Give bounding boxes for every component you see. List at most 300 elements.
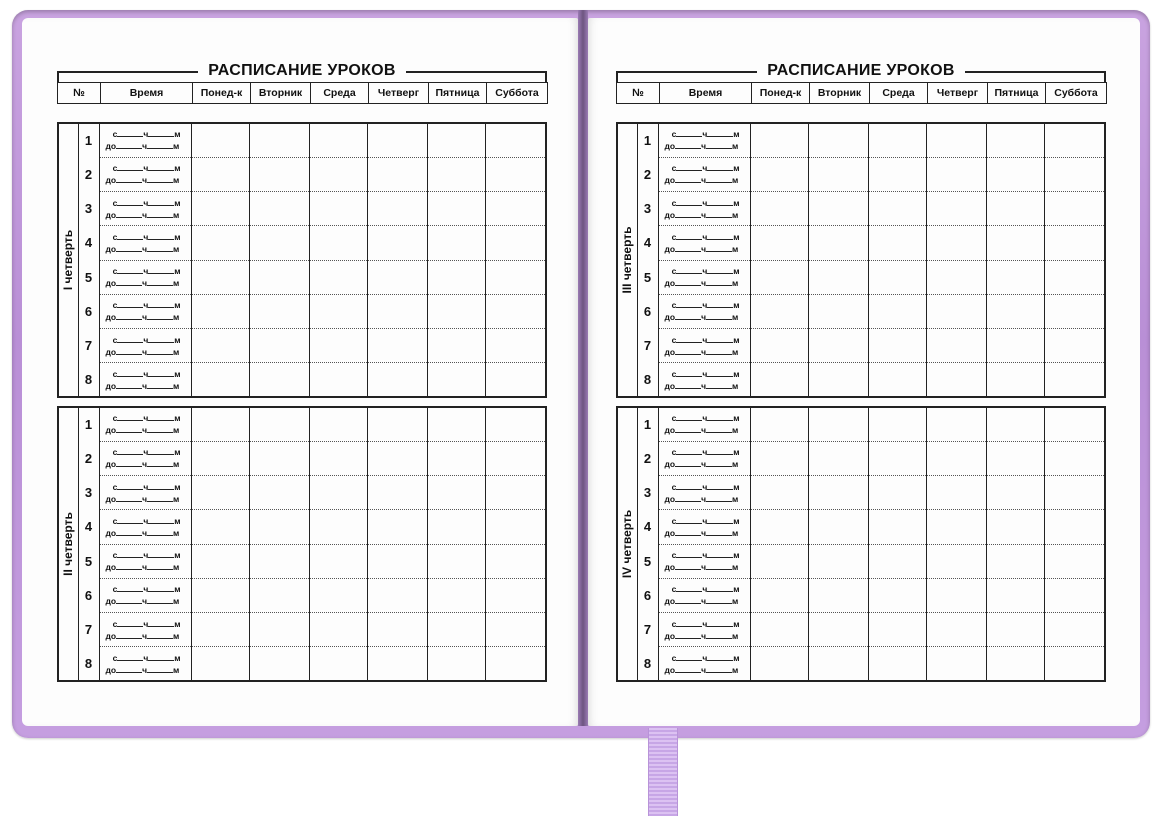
lesson-day-cell[interactable]: [1044, 510, 1105, 544]
schedule-header: [57, 82, 548, 104]
lesson-day-cell[interactable]: [808, 260, 868, 294]
lesson-time-field[interactable]: с ч м до ч м: [99, 157, 191, 191]
lesson-day-cell[interactable]: [427, 294, 485, 328]
term-label-cell: [58, 407, 78, 681]
lesson-time-field[interactable]: с ч м до ч м: [99, 123, 191, 157]
lesson-day-cell[interactable]: [750, 192, 808, 226]
column-header: №: [617, 83, 660, 104]
lesson-day-cell[interactable]: [367, 510, 427, 544]
lesson-number: 8: [637, 647, 658, 681]
column-header: Понед-к: [752, 83, 810, 104]
lesson-day-cell[interactable]: [309, 363, 367, 397]
lesson-day-cell[interactable]: [986, 510, 1044, 544]
lesson-number: 6: [637, 578, 658, 612]
lesson-day-cell[interactable]: [367, 226, 427, 260]
lesson-day-cell[interactable]: [986, 363, 1044, 397]
lesson-row: [617, 123, 1105, 157]
lesson-day-cell[interactable]: [808, 407, 868, 441]
lesson-time-field[interactable]: с ч м до ч м: [99, 329, 191, 363]
lesson-time-field[interactable]: с ч м до ч м: [658, 544, 750, 578]
lesson-number: 4: [78, 510, 99, 544]
lesson-day-cell[interactable]: [309, 260, 367, 294]
term-grid: [57, 406, 547, 682]
lesson-day-cell[interactable]: [191, 510, 249, 544]
lesson-day-cell[interactable]: [926, 260, 986, 294]
lesson-day-cell[interactable]: [926, 510, 986, 544]
lesson-day-cell[interactable]: [750, 613, 808, 647]
lesson-row: [617, 157, 1105, 191]
lesson-day-cell[interactable]: [485, 613, 546, 647]
column-header: Время: [660, 83, 752, 104]
lesson-time-field[interactable]: с ч м до ч м: [658, 329, 750, 363]
lesson-day-cell[interactable]: [367, 613, 427, 647]
lesson-day-cell[interactable]: [986, 226, 1044, 260]
lesson-time-field[interactable]: с ч м до ч м: [99, 510, 191, 544]
lesson-day-cell[interactable]: [750, 329, 808, 363]
lesson-number: 1: [637, 407, 658, 441]
lesson-day-cell[interactable]: [249, 363, 309, 397]
lesson-day-cell[interactable]: [808, 123, 868, 157]
lesson-day-cell[interactable]: [1044, 544, 1105, 578]
lesson-row: [617, 407, 1105, 441]
lesson-number: 6: [78, 578, 99, 612]
lesson-day-cell[interactable]: [868, 260, 926, 294]
lesson-day-cell[interactable]: [986, 613, 1044, 647]
column-header: Понед-к: [193, 83, 251, 104]
lesson-day-cell[interactable]: [249, 123, 309, 157]
lesson-row: [58, 510, 546, 544]
lesson-day-cell[interactable]: [191, 407, 249, 441]
schedule-header: [616, 82, 1107, 104]
lesson-time-field[interactable]: с ч м до ч м: [658, 226, 750, 260]
column-header: Суббота: [1046, 83, 1107, 104]
lesson-row: [617, 578, 1105, 612]
lesson-day-cell[interactable]: [750, 123, 808, 157]
lesson-day-cell[interactable]: [808, 226, 868, 260]
lesson-day-cell[interactable]: [249, 510, 309, 544]
lesson-row: [617, 510, 1105, 544]
column-header: Пятница: [429, 83, 487, 104]
lesson-day-cell[interactable]: [249, 544, 309, 578]
lesson-day-cell[interactable]: [367, 192, 427, 226]
lesson-day-cell[interactable]: [309, 192, 367, 226]
lesson-day-cell[interactable]: [367, 407, 427, 441]
lesson-time-field[interactable]: с ч м до ч м: [658, 613, 750, 647]
lesson-day-cell[interactable]: [986, 544, 1044, 578]
lesson-day-cell[interactable]: [427, 329, 485, 363]
lesson-day-cell[interactable]: [750, 441, 808, 475]
lesson-day-cell[interactable]: [367, 294, 427, 328]
lesson-number: 4: [637, 226, 658, 260]
lesson-day-cell[interactable]: [367, 260, 427, 294]
lesson-day-cell[interactable]: [367, 157, 427, 191]
lesson-time-field[interactable]: с ч м до ч м: [99, 226, 191, 260]
lesson-day-cell[interactable]: [191, 578, 249, 612]
lesson-time-field[interactable]: с ч м до ч м: [99, 441, 191, 475]
lesson-number: 5: [78, 544, 99, 578]
lesson-number: 7: [78, 329, 99, 363]
lesson-row: [58, 647, 546, 681]
lesson-day-cell[interactable]: [367, 329, 427, 363]
lesson-day-cell[interactable]: [926, 613, 986, 647]
lesson-row: [58, 407, 546, 441]
lesson-day-cell[interactable]: [309, 613, 367, 647]
lesson-day-cell[interactable]: [309, 510, 367, 544]
lesson-day-cell[interactable]: [249, 407, 309, 441]
lesson-day-cell[interactable]: [249, 476, 309, 510]
lesson-day-cell[interactable]: [367, 544, 427, 578]
lesson-day-cell[interactable]: [367, 476, 427, 510]
lesson-day-cell[interactable]: [868, 157, 926, 191]
lesson-day-cell[interactable]: [750, 363, 808, 397]
lesson-day-cell[interactable]: [191, 476, 249, 510]
lesson-day-cell[interactable]: [926, 476, 986, 510]
lesson-day-cell[interactable]: [926, 294, 986, 328]
lesson-day-cell[interactable]: [808, 476, 868, 510]
lesson-day-cell[interactable]: [1044, 578, 1105, 612]
lesson-day-cell[interactable]: [191, 544, 249, 578]
lesson-day-cell[interactable]: [986, 294, 1044, 328]
lesson-day-cell[interactable]: [485, 294, 546, 328]
column-header: Вторник: [251, 83, 311, 104]
lesson-day-cell[interactable]: [427, 578, 485, 612]
lesson-number: 1: [78, 123, 99, 157]
column-header: №: [58, 83, 101, 104]
lesson-row: [617, 294, 1105, 328]
lesson-day-cell[interactable]: [750, 647, 808, 681]
lesson-day-cell[interactable]: [986, 192, 1044, 226]
lesson-number: 3: [78, 192, 99, 226]
lesson-day-cell[interactable]: [367, 578, 427, 612]
term-label: IV четверть: [620, 509, 635, 579]
lesson-time-field[interactable]: с ч м до ч м: [99, 476, 191, 510]
lesson-time-field[interactable]: с ч м до ч м: [99, 260, 191, 294]
lesson-day-cell[interactable]: [750, 578, 808, 612]
lesson-day-cell[interactable]: [485, 647, 546, 681]
lesson-day-cell[interactable]: [309, 329, 367, 363]
lesson-day-cell[interactable]: [191, 441, 249, 475]
lesson-day-cell[interactable]: [191, 613, 249, 647]
lesson-day-cell[interactable]: [249, 157, 309, 191]
lesson-day-cell[interactable]: [485, 226, 546, 260]
lesson-day-cell[interactable]: [808, 294, 868, 328]
lesson-day-cell[interactable]: [926, 123, 986, 157]
column-header: Среда: [311, 83, 369, 104]
lesson-day-cell[interactable]: [868, 226, 926, 260]
lesson-row: [58, 441, 546, 475]
lesson-day-cell[interactable]: [485, 407, 546, 441]
lesson-number: 6: [637, 294, 658, 328]
lesson-day-cell[interactable]: [750, 294, 808, 328]
lesson-time-field[interactable]: с ч м до ч м: [99, 407, 191, 441]
lesson-day-cell[interactable]: [868, 441, 926, 475]
lesson-row: [58, 363, 546, 397]
lesson-time-field[interactable]: с ч м до ч м: [658, 578, 750, 612]
lesson-day-cell[interactable]: [367, 123, 427, 157]
lesson-day-cell[interactable]: [808, 363, 868, 397]
lesson-day-cell[interactable]: [309, 476, 367, 510]
lesson-row: [58, 294, 546, 328]
lesson-day-cell[interactable]: [485, 123, 546, 157]
lesson-day-cell[interactable]: [485, 329, 546, 363]
lesson-day-cell[interactable]: [309, 407, 367, 441]
lesson-day-cell[interactable]: [1044, 407, 1105, 441]
lesson-day-cell[interactable]: [309, 544, 367, 578]
lesson-day-cell[interactable]: [1044, 260, 1105, 294]
lesson-day-cell[interactable]: [868, 647, 926, 681]
lesson-time-field[interactable]: с ч м до ч м: [99, 294, 191, 328]
lesson-day-cell[interactable]: [485, 544, 546, 578]
lesson-row: [58, 157, 546, 191]
lesson-day-cell[interactable]: [1044, 226, 1105, 260]
column-header: Среда: [870, 83, 928, 104]
lesson-day-cell[interactable]: [191, 329, 249, 363]
lesson-day-cell[interactable]: [249, 192, 309, 226]
lesson-time-field[interactable]: с ч м до ч м: [99, 613, 191, 647]
lesson-number: 7: [637, 613, 658, 647]
lesson-row: [617, 544, 1105, 578]
lesson-number: 5: [637, 260, 658, 294]
lesson-number: 1: [637, 123, 658, 157]
lesson-day-cell[interactable]: [926, 157, 986, 191]
lesson-time-field[interactable]: с ч м до ч м: [658, 294, 750, 328]
lesson-day-cell[interactable]: [485, 260, 546, 294]
lesson-day-cell[interactable]: [191, 260, 249, 294]
lesson-day-cell[interactable]: [485, 476, 546, 510]
lesson-day-cell[interactable]: [868, 294, 926, 328]
term-label-cell: [58, 123, 78, 397]
lesson-time-field[interactable]: с ч м до ч м: [658, 123, 750, 157]
term-grid: [616, 406, 1106, 682]
lesson-day-cell[interactable]: [808, 647, 868, 681]
schedule-title: РАСПИСАНИЕ УРОКОВ: [757, 62, 965, 79]
lesson-day-cell[interactable]: [986, 407, 1044, 441]
lesson-day-cell[interactable]: [868, 613, 926, 647]
lesson-day-cell[interactable]: [868, 544, 926, 578]
lesson-time-field[interactable]: с ч м до ч м: [658, 510, 750, 544]
lesson-day-cell[interactable]: [868, 578, 926, 612]
lesson-day-cell[interactable]: [1044, 294, 1105, 328]
lesson-day-cell[interactable]: [926, 192, 986, 226]
lesson-row: [58, 329, 546, 363]
lesson-day-cell[interactable]: [427, 123, 485, 157]
lesson-day-cell[interactable]: [926, 441, 986, 475]
lesson-day-cell[interactable]: [986, 476, 1044, 510]
lesson-day-cell[interactable]: [191, 647, 249, 681]
lesson-day-cell[interactable]: [986, 157, 1044, 191]
lesson-day-cell[interactable]: [427, 407, 485, 441]
lesson-row: [617, 192, 1105, 226]
lesson-row: [617, 613, 1105, 647]
lesson-row: [617, 329, 1105, 363]
lesson-day-cell[interactable]: [427, 647, 485, 681]
lesson-day-cell[interactable]: [926, 647, 986, 681]
lesson-day-cell[interactable]: [750, 157, 808, 191]
lesson-time-field[interactable]: с ч м до ч м: [99, 647, 191, 681]
lesson-day-cell[interactable]: [808, 441, 868, 475]
lesson-day-cell[interactable]: [986, 329, 1044, 363]
lesson-day-cell[interactable]: [249, 613, 309, 647]
lesson-day-cell[interactable]: [485, 510, 546, 544]
lesson-day-cell[interactable]: [427, 363, 485, 397]
lesson-day-cell[interactable]: [485, 363, 546, 397]
lesson-day-cell[interactable]: [808, 613, 868, 647]
lesson-day-cell[interactable]: [191, 226, 249, 260]
lesson-day-cell[interactable]: [249, 329, 309, 363]
lesson-day-cell[interactable]: [750, 407, 808, 441]
lesson-day-cell[interactable]: [191, 192, 249, 226]
lesson-time-field[interactable]: с ч м до ч м: [658, 192, 750, 226]
lesson-day-cell[interactable]: [868, 476, 926, 510]
lesson-number: 8: [78, 363, 99, 397]
lesson-time-field[interactable]: с ч м до ч м: [99, 578, 191, 612]
lesson-day-cell[interactable]: [191, 123, 249, 157]
lesson-row: [617, 226, 1105, 260]
lesson-day-cell[interactable]: [309, 123, 367, 157]
lesson-day-cell[interactable]: [750, 226, 808, 260]
lesson-day-cell[interactable]: [427, 157, 485, 191]
lesson-row: [617, 476, 1105, 510]
lesson-day-cell[interactable]: [1044, 476, 1105, 510]
lesson-day-cell[interactable]: [750, 476, 808, 510]
lesson-day-cell[interactable]: [309, 226, 367, 260]
lesson-day-cell[interactable]: [868, 510, 926, 544]
lesson-day-cell[interactable]: [868, 123, 926, 157]
lesson-day-cell[interactable]: [309, 578, 367, 612]
lesson-row: [58, 260, 546, 294]
lesson-time-field[interactable]: с ч м до ч м: [99, 544, 191, 578]
bookmark-ribbon[interactable]: [648, 728, 678, 816]
column-header: Суббота: [487, 83, 548, 104]
lesson-day-cell[interactable]: [868, 192, 926, 226]
lesson-day-cell[interactable]: [808, 578, 868, 612]
lesson-day-cell[interactable]: [249, 647, 309, 681]
lesson-day-cell[interactable]: [1044, 613, 1105, 647]
lesson-day-cell[interactable]: [926, 578, 986, 612]
column-header: Время: [101, 83, 193, 104]
lesson-day-cell[interactable]: [427, 544, 485, 578]
lesson-day-cell[interactable]: [485, 578, 546, 612]
lesson-day-cell[interactable]: [926, 329, 986, 363]
lesson-day-cell[interactable]: [427, 510, 485, 544]
lesson-time-field[interactable]: с ч м до ч м: [658, 363, 750, 397]
lesson-row: [58, 613, 546, 647]
lesson-row: [617, 647, 1105, 681]
lesson-time-field[interactable]: с ч м до ч м: [658, 441, 750, 475]
lesson-day-cell[interactable]: [427, 613, 485, 647]
lesson-day-cell[interactable]: [249, 294, 309, 328]
lesson-time-field[interactable]: с ч м до ч м: [658, 260, 750, 294]
lesson-day-cell[interactable]: [367, 441, 427, 475]
lesson-day-cell[interactable]: [750, 510, 808, 544]
term-label: II четверть: [61, 512, 76, 576]
lesson-day-cell[interactable]: [1044, 363, 1105, 397]
lesson-day-cell[interactable]: [191, 294, 249, 328]
lesson-time-field[interactable]: с ч м до ч м: [99, 192, 191, 226]
lesson-day-cell[interactable]: [926, 226, 986, 260]
lesson-day-cell[interactable]: [808, 510, 868, 544]
lesson-day-cell[interactable]: [427, 476, 485, 510]
lesson-day-cell[interactable]: [1044, 441, 1105, 475]
column-header: Вторник: [810, 83, 870, 104]
lesson-day-cell[interactable]: [427, 441, 485, 475]
lesson-number: 6: [78, 294, 99, 328]
term-label-cell: [617, 407, 637, 681]
lesson-time-field[interactable]: с ч м до ч м: [658, 647, 750, 681]
lesson-day-cell[interactable]: [367, 363, 427, 397]
lesson-day-cell[interactable]: [427, 226, 485, 260]
lesson-day-cell[interactable]: [986, 123, 1044, 157]
lesson-day-cell[interactable]: [926, 363, 986, 397]
lesson-number: 8: [78, 647, 99, 681]
term-label: I четверть: [61, 229, 76, 291]
lesson-time-field[interactable]: с ч м до ч м: [658, 476, 750, 510]
lesson-day-cell[interactable]: [868, 407, 926, 441]
lesson-number: 2: [78, 441, 99, 475]
lesson-day-cell[interactable]: [808, 192, 868, 226]
lesson-day-cell[interactable]: [926, 544, 986, 578]
lesson-row: [58, 123, 546, 157]
lesson-day-cell[interactable]: [427, 260, 485, 294]
lesson-day-cell[interactable]: [249, 260, 309, 294]
lesson-day-cell[interactable]: [309, 157, 367, 191]
lesson-day-cell[interactable]: [1044, 192, 1105, 226]
lesson-day-cell[interactable]: [750, 544, 808, 578]
lesson-number: 2: [637, 157, 658, 191]
lesson-day-cell[interactable]: [249, 441, 309, 475]
lesson-day-cell[interactable]: [926, 407, 986, 441]
lesson-day-cell[interactable]: [868, 329, 926, 363]
lesson-row: [58, 544, 546, 578]
lesson-time-field[interactable]: с ч м до ч м: [658, 157, 750, 191]
lesson-day-cell[interactable]: [1044, 157, 1105, 191]
lesson-row: [58, 578, 546, 612]
lesson-day-cell[interactable]: [868, 363, 926, 397]
lesson-day-cell[interactable]: [309, 294, 367, 328]
lesson-day-cell[interactable]: [1044, 329, 1105, 363]
lesson-number: 5: [637, 544, 658, 578]
lesson-day-cell[interactable]: [249, 578, 309, 612]
lesson-day-cell[interactable]: [191, 157, 249, 191]
lesson-day-cell[interactable]: [986, 647, 1044, 681]
lesson-number: 1: [78, 407, 99, 441]
lesson-day-cell[interactable]: [427, 192, 485, 226]
lesson-day-cell[interactable]: [309, 441, 367, 475]
lesson-day-cell[interactable]: [485, 441, 546, 475]
lesson-day-cell[interactable]: [1044, 123, 1105, 157]
lesson-day-cell[interactable]: [808, 329, 868, 363]
lesson-time-field[interactable]: с ч м до ч м: [658, 407, 750, 441]
lesson-number: 4: [637, 510, 658, 544]
lesson-day-cell[interactable]: [485, 192, 546, 226]
lesson-day-cell[interactable]: [367, 647, 427, 681]
lesson-row: [58, 226, 546, 260]
lesson-row: [58, 192, 546, 226]
lesson-day-cell[interactable]: [808, 544, 868, 578]
lesson-time-field[interactable]: с ч м до ч м: [99, 363, 191, 397]
lesson-day-cell[interactable]: [750, 260, 808, 294]
lesson-number: 7: [78, 613, 99, 647]
lesson-day-cell[interactable]: [808, 157, 868, 191]
lesson-day-cell[interactable]: [986, 441, 1044, 475]
lesson-day-cell[interactable]: [485, 157, 546, 191]
lesson-day-cell[interactable]: [986, 260, 1044, 294]
lesson-day-cell[interactable]: [191, 363, 249, 397]
lesson-day-cell[interactable]: [249, 226, 309, 260]
lesson-day-cell[interactable]: [986, 578, 1044, 612]
lesson-day-cell[interactable]: [1044, 647, 1105, 681]
lesson-day-cell[interactable]: [309, 647, 367, 681]
